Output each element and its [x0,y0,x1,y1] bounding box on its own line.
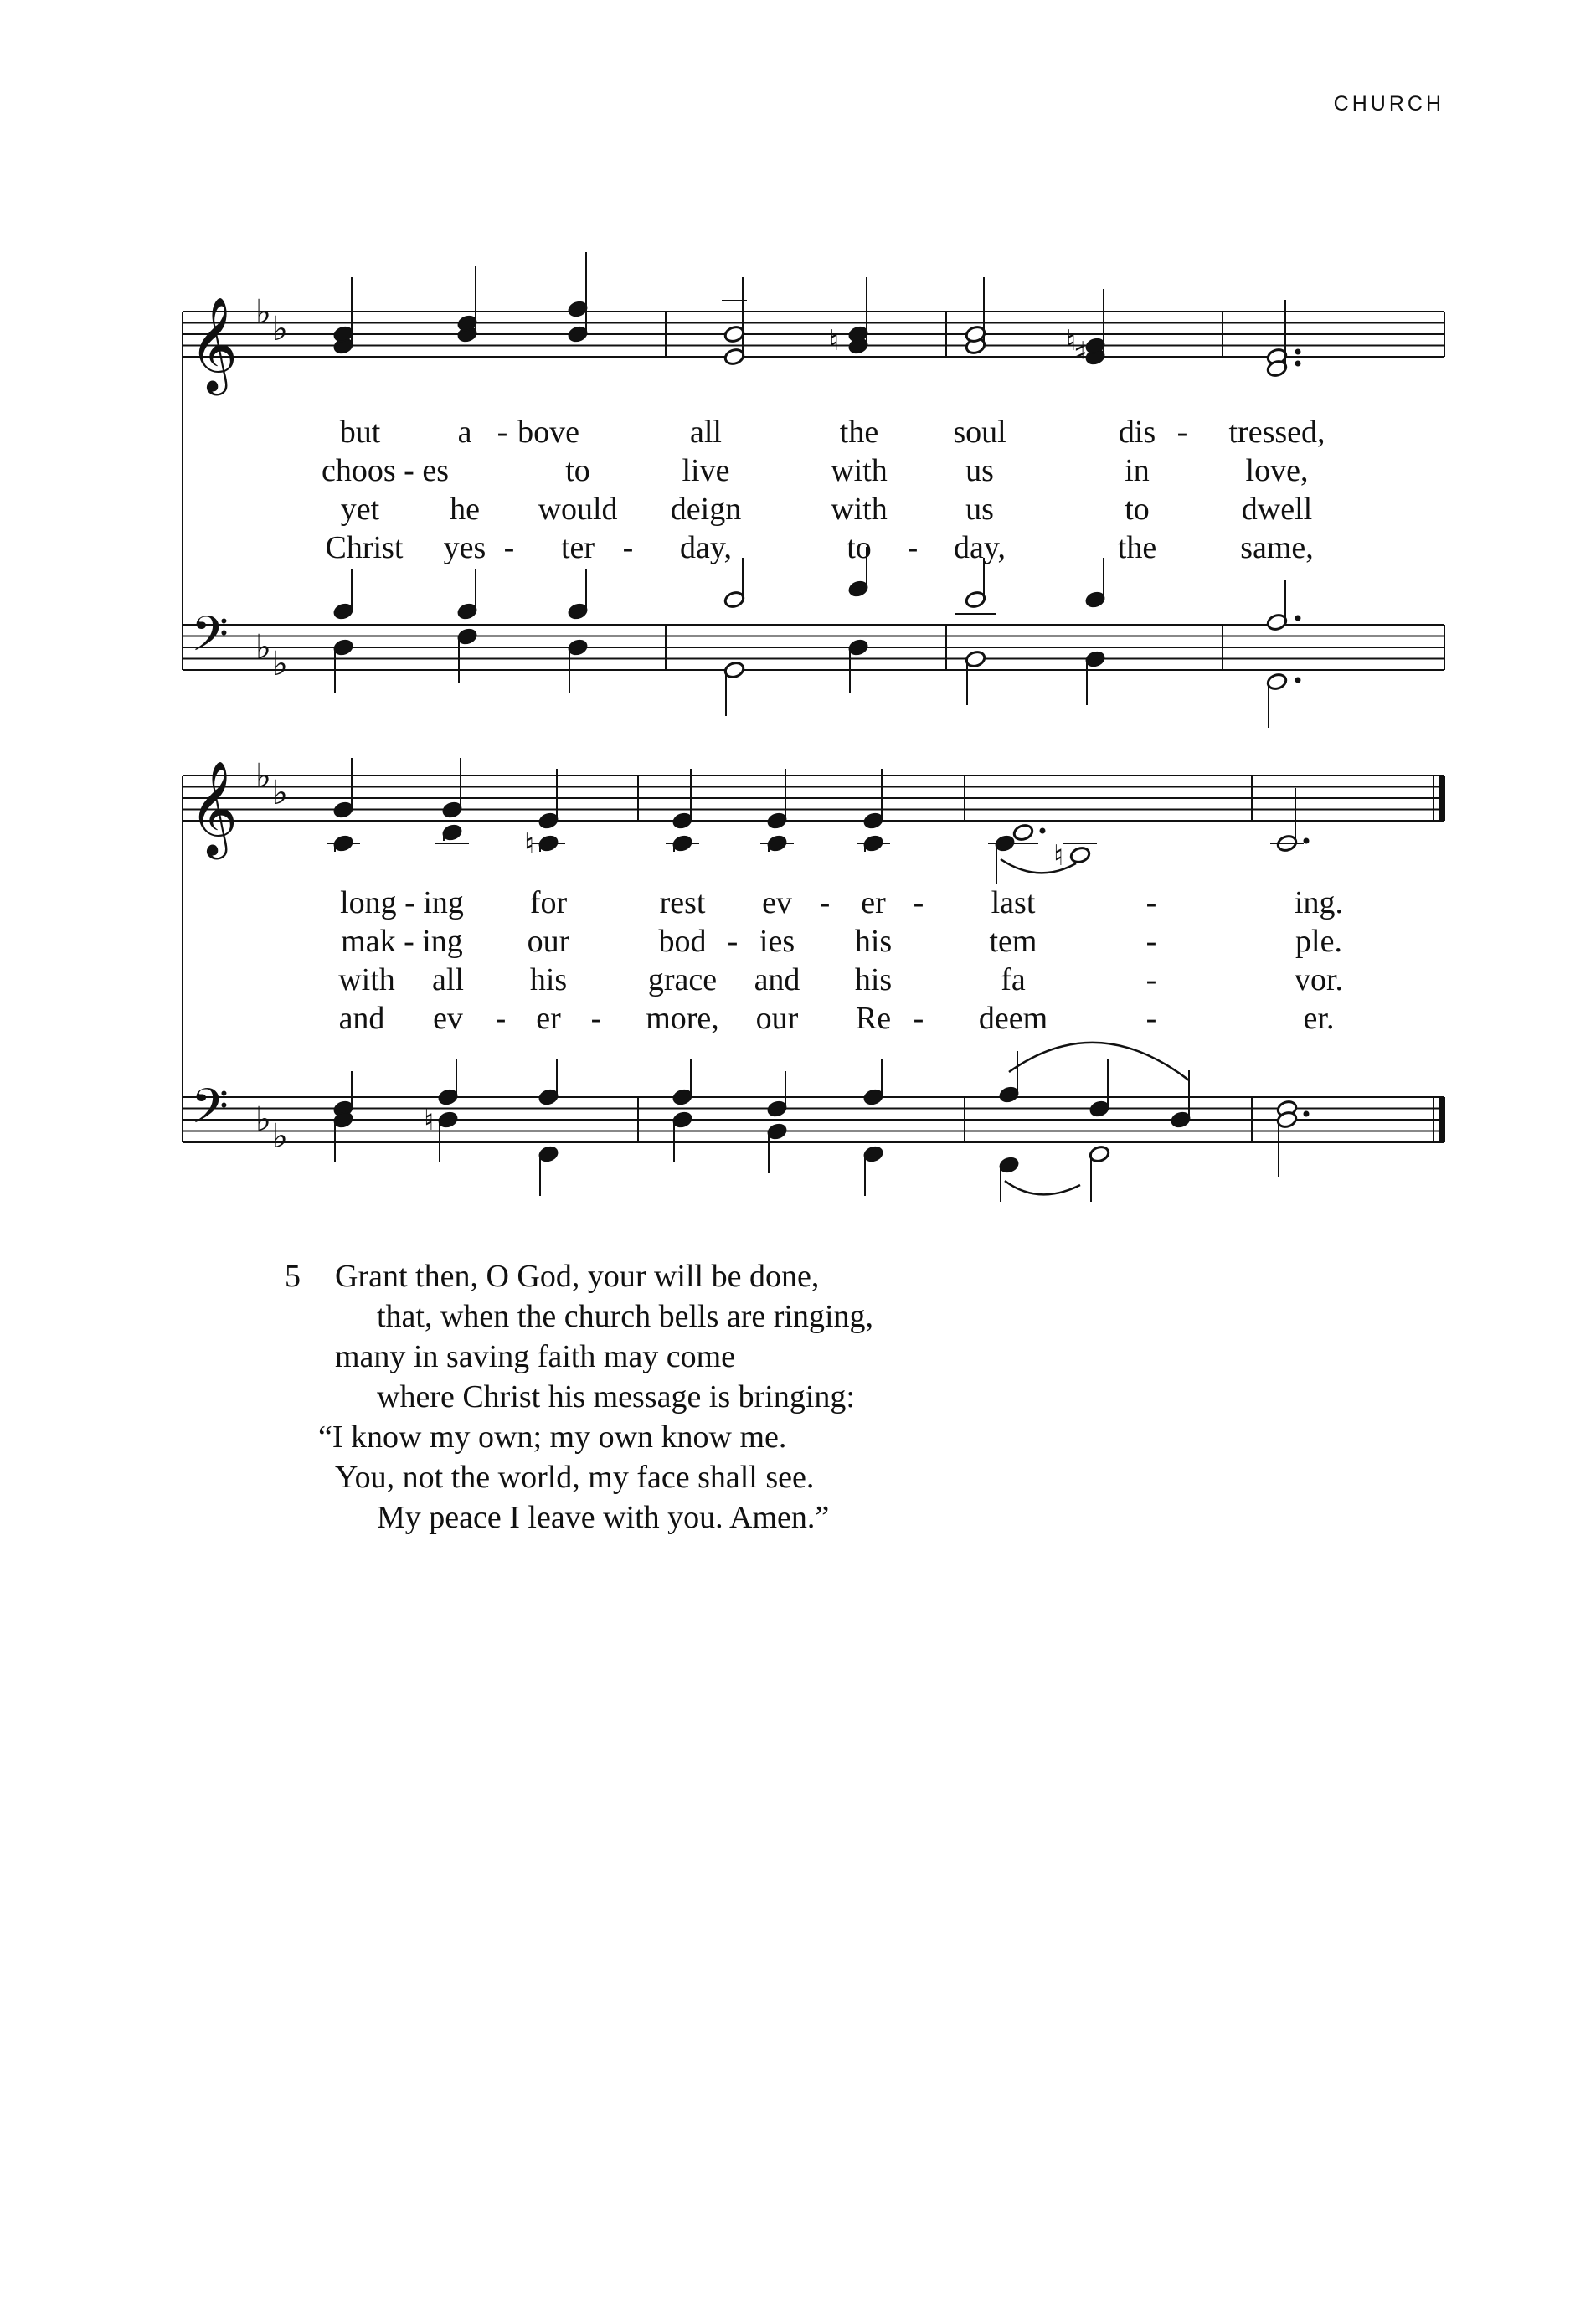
lyric-syllable: bod [658,924,707,959]
stanza-line-text: “I know my own; my own know me. [318,1420,787,1455]
lyric-syllable: mak - ing [341,924,463,959]
lyric-syllable: with [831,492,888,527]
dot [1295,361,1301,367]
accidental: ♮ [829,324,840,358]
lyric-syllable: er [536,1001,561,1036]
accidental: ♮ [1066,324,1077,358]
lyric-syllable: in [1125,453,1150,488]
lyric-syllable: - [503,530,515,565]
final-barline [1439,776,1445,821]
lyric-syllable: long - ing [340,885,464,920]
stanza-line-text: that, when the church bells are ringing, [377,1299,874,1334]
accidental: ♯ [1073,336,1088,369]
lyric-syllable: he [450,492,480,527]
lyric-syllable: his [854,962,893,997]
lyric-syllable: - [495,1001,507,1036]
stanza-line [285,1256,873,1296]
note-head [1012,823,1034,843]
stanza-line [285,1337,873,1377]
dot [1295,616,1301,621]
flat-icon: ♭ [255,757,271,796]
lyric-syllable: deign [670,492,742,527]
lyric-syllable: us [965,492,994,527]
lyric-syllable: and [338,1001,385,1036]
lyric-syllable: day, [680,530,732,565]
lyric-syllable: the [1117,530,1157,565]
lyric-syllable: ies [759,924,795,959]
lyric-syllable: love, [1245,453,1309,488]
flat-icon: ♭ [272,310,288,348]
system-2 [183,757,1445,1202]
stanza-line-text: many in saving faith may come [335,1339,736,1374]
flat-icon: ♭ [272,1117,288,1156]
accidental: ♮ [1053,839,1064,873]
lyric-syllable: ev [762,885,792,920]
note-head [1069,846,1091,865]
tie [1005,1181,1080,1194]
lyric-syllable: dis [1118,415,1156,450]
lyric-syllable: to [1125,492,1150,527]
stanza-line [285,1497,873,1538]
stanza-line-text: Grant then, O God, your will be done, [335,1259,820,1294]
section-header: CHURCH [1333,92,1444,116]
lyric-syllable: - [1145,1001,1157,1036]
lyric-syllable: dwell [1241,492,1313,527]
lyric-syllable: a [457,415,472,450]
stanza-line [285,1377,873,1417]
lyric-syllable: yet [340,492,380,527]
flat-icon: ♭ [255,628,271,667]
lyric-syllable: but [339,415,381,450]
dot [1304,838,1310,844]
dot [1295,678,1301,683]
lyric-syllable: his [854,924,893,959]
dot [1295,349,1301,355]
lyric-syllable: - [590,1001,602,1036]
lyric-syllable: same, [1240,530,1314,565]
treble-clef-icon: 𝄞 [189,296,238,392]
lyric-syllable: deem [978,1001,1048,1036]
lyric-syllable: last [991,885,1036,920]
lyric-syllable: fa [1001,962,1026,997]
system-1 [183,252,1444,728]
lyric-syllable: - [907,530,919,565]
lyric-syllable: tem [989,924,1037,959]
lyric-syllable: tressed, [1228,415,1325,450]
lyric-syllable: ing. [1294,885,1344,920]
lyric-syllable: - [1145,924,1157,959]
lyric-syllable: bove [517,415,579,450]
lyric-syllable: ter [560,530,595,565]
dot [1040,828,1046,834]
lyric-syllable: - [913,1001,924,1036]
lyric-syllable: the [839,415,879,450]
lyric-syllable: our [755,1001,799,1036]
lyric-syllable: choos - es [322,453,449,488]
lyric-syllable: and [754,962,800,997]
lyric-syllable: er [861,885,886,920]
lyric-syllable: all [432,962,464,997]
stanza-line-text: My peace I leave with you. Amen.” [377,1500,830,1535]
lyric-syllable: with [338,962,395,997]
lyric-syllable: - [622,530,634,565]
bass-clef-icon: 𝄢 [191,605,229,674]
stanza-5 [285,1256,873,1538]
dot [1304,1111,1310,1117]
accidental: ♮ [524,827,535,861]
lyric-syllable: yes [443,530,486,565]
lyric-syllable: live [682,453,730,488]
lyric-syllable: our [527,924,570,959]
lyric-syllable: vor. [1294,962,1344,997]
lyric-syllable: rest [659,885,706,920]
lyric-syllable: more, [646,1001,719,1036]
lyric-syllable: day, [954,530,1006,565]
stanza-line-text: You, not the world, my face shall see. [335,1460,815,1495]
flat-icon: ♭ [272,645,288,683]
stanza-line [285,1417,873,1457]
lyric-syllable: ple. [1295,924,1342,959]
treble-clef-icon: 𝄞 [189,760,238,856]
lyric-syllable: grace [647,962,718,997]
lyric-syllable: us [965,453,994,488]
lyric-syllable: to [847,530,872,565]
lyric-syllable: with [831,453,888,488]
lyric-syllable: to [565,453,590,488]
flat-icon: ♭ [272,774,288,812]
lyric-syllable: - [497,415,508,450]
flat-icon: ♭ [255,1100,271,1139]
stanza-line [285,1296,873,1337]
lyric-syllable: - [1145,885,1157,920]
lyric-syllable: er. [1303,1001,1335,1036]
lyric-syllable: - [727,924,739,959]
lyric-syllable: for [529,885,568,920]
lyric-syllable: - [1145,962,1157,997]
lyric-syllable: ev [433,1001,463,1036]
lyric-syllable: Christ [325,530,404,565]
lyric-syllable: his [529,962,568,997]
bass-clef-icon: 𝄢 [191,1078,229,1147]
lyric-syllable: - [913,885,924,920]
tie [1001,859,1076,873]
slur [1009,1043,1189,1080]
accidental: ♮ [424,1104,435,1137]
lyric-syllable: all [690,415,722,450]
stanza-number: 5 [285,1259,301,1294]
stanza-line [285,1457,873,1497]
lyric-syllable: - [819,885,831,920]
stanza-line-text: where Christ his message is bringing: [377,1379,855,1414]
lyric-syllable: would [538,492,618,527]
lyric-syllable: Re [855,1001,892,1036]
flat-icon: ♭ [255,293,271,332]
final-barline [1439,1097,1445,1142]
lyric-syllable: - [1176,415,1188,450]
lyric-syllable: soul [953,415,1006,450]
